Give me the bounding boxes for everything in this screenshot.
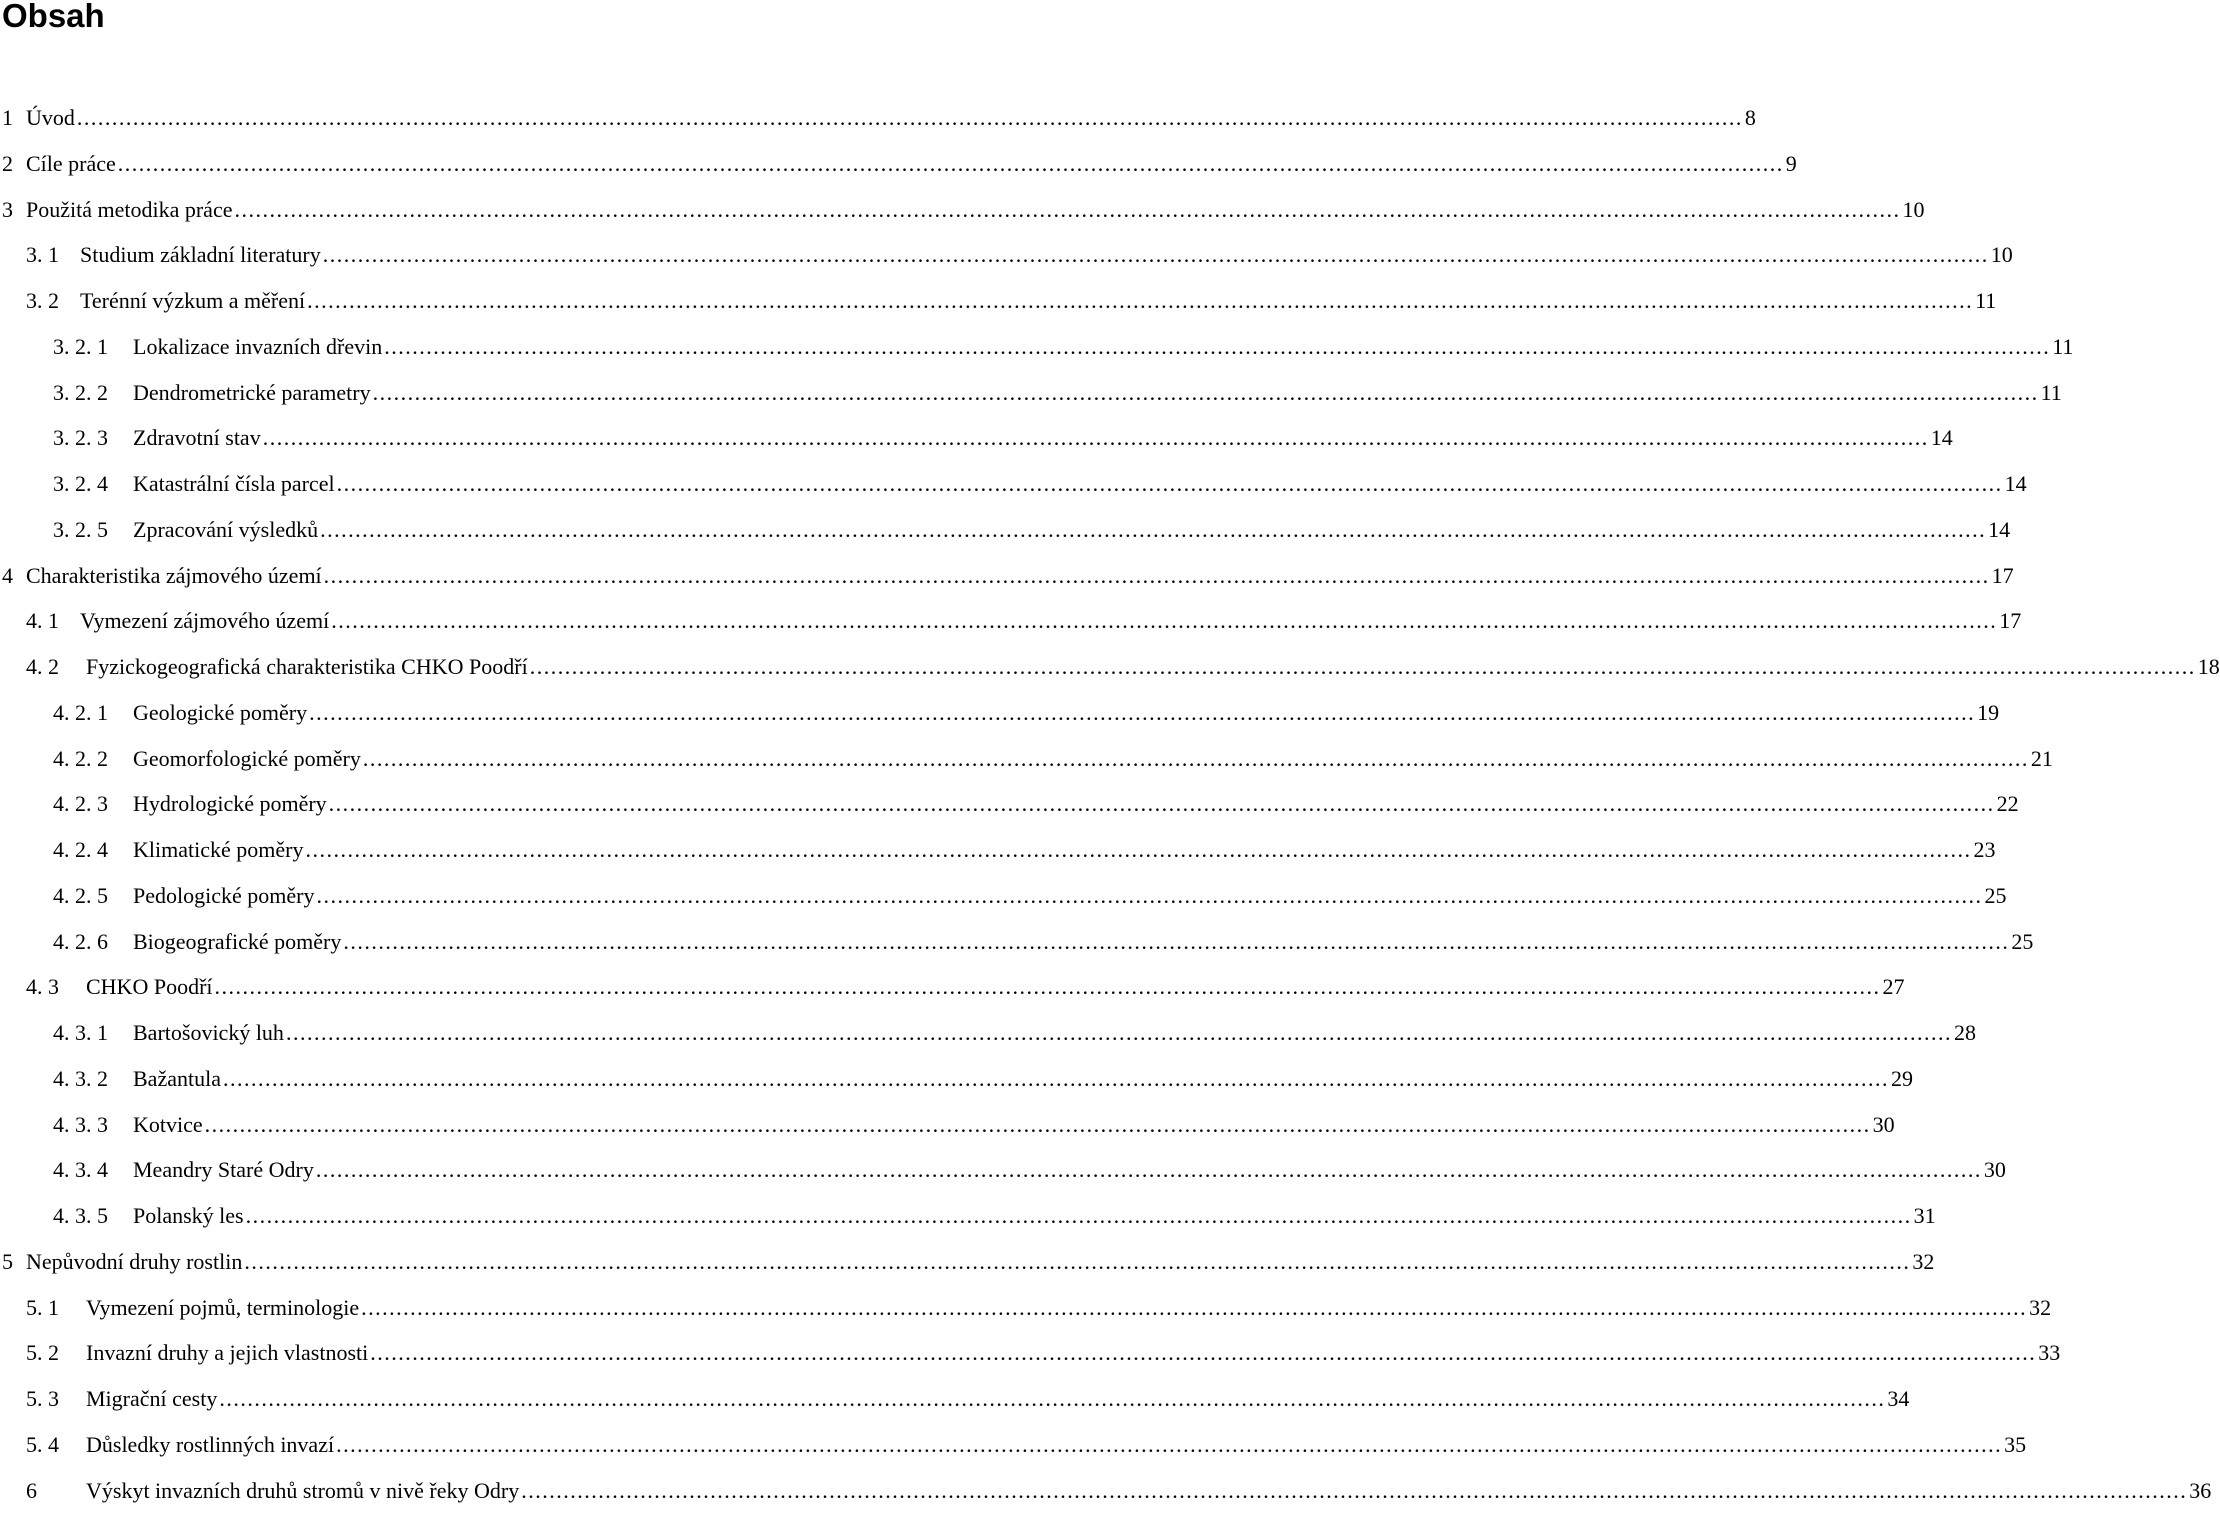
toc-entry-label[interactable]: Výskyt invazních druhů stromů v nivě řeky Odry [86, 1468, 521, 1513]
toc-entry-label[interactable]: Fyzickogeografická charakteristika CHKO Poodří [86, 644, 530, 690]
toc-entry-label[interactable]: Geomorfologické poměry [133, 736, 363, 782]
toc-entry-page[interactable]: 21 [2029, 736, 2053, 782]
toc-entry-row [80, 232, 958, 278]
dot-leader: .............................................................................................................................................................................................................................................. [316, 873, 1982, 919]
toc-entry[interactable] [0, 95, 958, 141]
toc-entry-number: 5 [2, 1239, 13, 1285]
toc-entry-label[interactable]: Vymezení zájmového území [80, 598, 331, 644]
toc-entry-label[interactable]: Terénní výzkum a měření [80, 278, 307, 324]
toc-entry-row [133, 1147, 958, 1193]
toc-entry-page[interactable]: 29 [1889, 1056, 1913, 1102]
toc-entry-row [26, 1239, 958, 1285]
toc-entry-label[interactable]: Biogeografické poměry [133, 919, 343, 965]
dot-leader: .............................................................................................................................................................................................................................................. [336, 1422, 2002, 1468]
toc-entry[interactable] [0, 690, 958, 736]
toc-entry-number: 4. 3 [26, 964, 59, 1010]
toc-entry-row [26, 95, 958, 141]
toc-entry-number: 3. 1 [26, 232, 59, 278]
toc-entry[interactable] [0, 1102, 958, 1148]
toc-entry-label[interactable]: Geologické poměry [133, 690, 309, 736]
toc-entry[interactable] [0, 232, 958, 278]
toc-entry-page[interactable]: 32 [1910, 1239, 1934, 1285]
toc-entry-page[interactable]: 27 [1881, 964, 1905, 1010]
toc-entry-row [86, 1422, 958, 1468]
toc-entry-row [26, 141, 958, 187]
toc-entry-page[interactable]: 18 [2196, 644, 2220, 690]
dot-leader: .............................................................................................................................................................................................................................................. [373, 370, 2039, 416]
toc-entry-number: 4. 3. 4 [53, 1147, 108, 1193]
dot-leader: .............................................................................................................................................................................................................................................. [316, 1147, 1982, 1193]
toc-entry[interactable] [0, 598, 958, 644]
toc-entry[interactable] [0, 415, 958, 461]
dot-leader: .............................................................................................................................................................................................................................................. [219, 1376, 1885, 1422]
toc-entry-page[interactable]: 11 [2039, 370, 2062, 416]
toc-entry-page[interactable]: 10 [1989, 232, 2013, 278]
dot-leader: .............................................................................................................................................................................................................................................. [363, 736, 2029, 782]
toc-entry-page[interactable]: 34 [1885, 1376, 1909, 1422]
toc-entry-label[interactable]: Katastrální čísla parcel [133, 461, 337, 507]
toc-entry[interactable] [0, 1376, 958, 1422]
dot-leader: .............................................................................................................................................................................................................................................. [263, 415, 1929, 461]
toc-entry[interactable] [0, 1193, 958, 1239]
toc-entry-page[interactable]: 17 [1997, 598, 2021, 644]
dot-leader: .............................................................................................................................................................................................................................................. [384, 324, 2050, 370]
toc-entry[interactable] [0, 553, 958, 599]
toc-entry-label[interactable]: CHKO Poodří [86, 964, 215, 1010]
toc-entry-row [133, 415, 958, 461]
toc-entry-number: 3. 2 [26, 278, 59, 324]
dot-leader: .............................................................................................................................................................................................................................................. [118, 141, 1784, 187]
toc-entry-number: 5. 1 [26, 1285, 59, 1331]
toc-entry[interactable] [0, 507, 958, 553]
toc-entry-page[interactable]: 14 [1986, 507, 2010, 553]
toc-entry-row [133, 873, 958, 919]
toc-entry-label[interactable]: Bažantula [133, 1056, 223, 1102]
toc-entry-number: 4. 2 [26, 644, 59, 690]
toc-entry-label[interactable]: Charakteristika zájmového území [26, 553, 324, 599]
toc-entry-label[interactable]: Dendrometrické parametry [133, 370, 373, 416]
toc-entry-label[interactable]: Studium základní literatury [80, 232, 323, 278]
toc-entry-page[interactable]: 11 [2050, 324, 2073, 370]
toc-entry-number: 4. 3. 1 [53, 1010, 108, 1056]
dot-leader: .............................................................................................................................................................................................................................................. [307, 278, 1973, 324]
toc-entry-label[interactable]: Úvod [26, 95, 77, 141]
toc-entry-label[interactable]: Pedologické poměry [133, 873, 316, 919]
toc-entry-row [133, 324, 958, 370]
toc-entry-row [133, 1010, 958, 1056]
toc-entry-row [133, 919, 958, 965]
dot-leader: .............................................................................................................................................................................................................................................. [215, 964, 1881, 1010]
toc-entry[interactable] [0, 141, 958, 187]
dot-leader: .............................................................................................................................................................................................................................................. [331, 598, 1997, 644]
toc-entry-row [26, 553, 958, 599]
toc-entry-row [133, 1193, 958, 1239]
dot-leader: .............................................................................................................................................................................................................................................. [234, 187, 1900, 233]
toc-entry-number: 4. 3. 2 [53, 1056, 108, 1102]
toc-entry[interactable] [0, 919, 958, 965]
toc-entry[interactable] [0, 1239, 958, 1285]
toc-entry-page[interactable]: 23 [1971, 827, 1995, 873]
toc-entry-page[interactable]: 28 [1952, 1010, 1976, 1056]
toc-entry-page[interactable]: 30 [1982, 1147, 2006, 1193]
toc-entry-row [133, 781, 958, 827]
toc-entry-number: 1 [2, 95, 13, 141]
toc-entry-row [80, 598, 958, 644]
toc-entry-row [133, 461, 958, 507]
dot-leader: .............................................................................................................................................................................................................................................. [521, 1468, 2187, 1513]
dot-leader: .............................................................................................................................................................................................................................................. [530, 644, 2196, 690]
toc-entry-page[interactable]: 11 [1973, 278, 1996, 324]
toc-entry-row [86, 1376, 958, 1422]
toc-entry[interactable] [0, 1468, 958, 1513]
toc-entry-row [86, 964, 958, 1010]
toc-entry-number: 3. 2. 1 [53, 324, 108, 370]
toc-entry-number: 4. 2. 4 [53, 827, 108, 873]
toc-entry-number: 4. 2. 3 [53, 781, 108, 827]
toc-entry-row [133, 736, 958, 782]
dot-leader: .............................................................................................................................................................................................................................................. [337, 461, 2003, 507]
toc-entry-label[interactable]: Zpracování výsledků [133, 507, 320, 553]
toc-entry-label[interactable]: Lokalizace invazních dřevin [133, 324, 384, 370]
toc-entry[interactable] [0, 644, 958, 690]
toc-entry[interactable] [0, 781, 958, 827]
toc-entry-page[interactable]: 22 [1995, 781, 2019, 827]
toc-entry-label[interactable]: Polanský les [133, 1193, 246, 1239]
toc-entry-number: 3 [2, 187, 13, 233]
dot-leader: .............................................................................................................................................................................................................................................. [324, 553, 1990, 599]
dot-leader: .............................................................................................................................................................................................................................................. [246, 1193, 1912, 1239]
toc-entry-number: 4. 2. 2 [53, 736, 108, 782]
toc-entry-page[interactable]: 36 [2187, 1468, 2211, 1513]
dot-leader: .............................................................................................................................................................................................................................................. [244, 1239, 1910, 1285]
toc-entry-row [86, 1330, 958, 1376]
toc-entry[interactable] [0, 1147, 958, 1193]
toc-entry-number: 4. 2. 6 [53, 919, 108, 965]
toc-entry-row [80, 278, 958, 324]
toc-entry[interactable] [0, 324, 958, 370]
toc-entry-number: 3. 2. 2 [53, 370, 108, 416]
dot-leader: .............................................................................................................................................................................................................................................. [320, 507, 1986, 553]
toc-entry-label[interactable]: Hydrologické poměry [133, 781, 329, 827]
toc-entry-row [133, 827, 958, 873]
toc-entry-page[interactable]: 33 [2036, 1330, 2060, 1376]
toc-entry-number: 5. 2 [26, 1330, 59, 1376]
toc-entry-number: 5. 4 [26, 1422, 59, 1468]
dot-leader: .............................................................................................................................................................................................................................................. [286, 1010, 1952, 1056]
toc-entry-page[interactable]: 10 [1900, 187, 1924, 233]
toc-entry-page[interactable]: 25 [2009, 919, 2033, 965]
toc-entry-label[interactable]: Meandry Staré Odry [133, 1147, 316, 1193]
toc-entry-row [86, 1285, 958, 1331]
toc-entry[interactable] [0, 1285, 958, 1331]
dot-leader: .............................................................................................................................................................................................................................................. [223, 1056, 1889, 1102]
toc-entry[interactable] [0, 1330, 958, 1376]
toc-entry-page[interactable]: 14 [1929, 415, 1953, 461]
dot-leader: .............................................................................................................................................................................................................................................. [361, 1285, 2027, 1331]
toc-entry-number: 4 [2, 553, 13, 599]
toc-entry-row [133, 1102, 958, 1148]
dot-leader: .............................................................................................................................................................................................................................................. [77, 95, 1743, 141]
toc-entry-number: 4. 2. 1 [53, 690, 108, 736]
toc-entry-label[interactable]: Zdravotní stav [133, 415, 263, 461]
page-title: Obsah [2, 0, 105, 36]
toc-entry-page[interactable]: 31 [1912, 1193, 1936, 1239]
toc-entry-page[interactable]: 32 [2027, 1285, 2051, 1331]
toc-entry-page[interactable]: 35 [2002, 1422, 2026, 1468]
toc-entry-page[interactable]: 17 [1990, 553, 2014, 599]
toc-entry[interactable] [0, 873, 958, 919]
toc-entry-number: 5. 3 [26, 1376, 59, 1422]
dot-leader: .............................................................................................................................................................................................................................................. [329, 781, 1995, 827]
toc-entry-row [133, 1056, 958, 1102]
dot-leader: .............................................................................................................................................................................................................................................. [305, 827, 1971, 873]
toc-entry-page[interactable]: 25 [1982, 873, 2006, 919]
toc-entry[interactable] [0, 187, 958, 233]
toc-entry-number: 2 [2, 141, 13, 187]
toc-entry-page[interactable]: 14 [2003, 461, 2027, 507]
toc-entry-page[interactable]: 9 [1784, 141, 1797, 187]
toc-entry-label[interactable]: Použitá metodika práce [26, 187, 234, 233]
toc-entry-number: 4. 1 [26, 598, 59, 644]
toc-entry-number: 4. 3. 5 [53, 1193, 108, 1239]
dot-leader: .............................................................................................................................................................................................................................................. [309, 690, 1975, 736]
toc-entry-page[interactable]: 8 [1743, 95, 1756, 141]
toc-entry-number: 4. 2. 5 [53, 873, 108, 919]
toc-entry-label[interactable]: Klimatické poměry [133, 827, 305, 873]
dot-leader: .............................................................................................................................................................................................................................................. [343, 919, 2009, 965]
toc-entry-label[interactable]: Důsledky rostlinných invazí [86, 1422, 336, 1468]
toc-entry[interactable] [0, 1010, 958, 1056]
toc-entry-number: 3. 2. 5 [53, 507, 108, 553]
toc-entry-page[interactable]: 30 [1871, 1102, 1895, 1148]
toc-entry-row [86, 1468, 958, 1513]
toc-entry-number: 3. 2. 3 [53, 415, 108, 461]
toc-entry[interactable] [0, 964, 958, 1010]
toc-entry-label[interactable]: Cíle práce [26, 141, 118, 187]
toc-entry[interactable] [0, 827, 958, 873]
dot-leader: .............................................................................................................................................................................................................................................. [323, 232, 1989, 278]
toc-entry-label[interactable]: Migrační cesty [86, 1376, 219, 1422]
toc-entry[interactable] [0, 278, 958, 324]
toc-entry-number: 4. 3. 3 [53, 1102, 108, 1148]
toc-entry-label[interactable]: Kotvice [133, 1102, 205, 1148]
toc-entry-label[interactable]: Nepůvodní druhy rostlin [26, 1239, 244, 1285]
toc-entry-number: 3. 2. 4 [53, 461, 108, 507]
toc-entry[interactable] [0, 461, 958, 507]
table-of-contents [0, 95, 958, 1513]
toc-entry-row [133, 507, 958, 553]
toc-entry-row [133, 370, 958, 416]
toc-entry-page[interactable]: 19 [1975, 690, 1999, 736]
toc-entry-label[interactable]: Invazní druhy a jejich vlastnosti [86, 1330, 370, 1376]
toc-entry-row [133, 690, 958, 736]
toc-entry-row [86, 644, 958, 690]
dot-leader: .............................................................................................................................................................................................................................................. [370, 1330, 2036, 1376]
toc-entry[interactable] [0, 1056, 958, 1102]
dot-leader: .............................................................................................................................................................................................................................................. [205, 1102, 1871, 1148]
toc-entry[interactable] [0, 370, 958, 416]
toc-entry-row [26, 187, 958, 233]
toc-entry[interactable] [0, 736, 958, 782]
toc-entry[interactable] [0, 1422, 958, 1468]
toc-entry-label[interactable]: Vymezení pojmů, terminologie [86, 1285, 361, 1331]
toc-entry-number: 6 [26, 1468, 37, 1513]
toc-entry-label[interactable]: Bartošovický luh [133, 1010, 286, 1056]
